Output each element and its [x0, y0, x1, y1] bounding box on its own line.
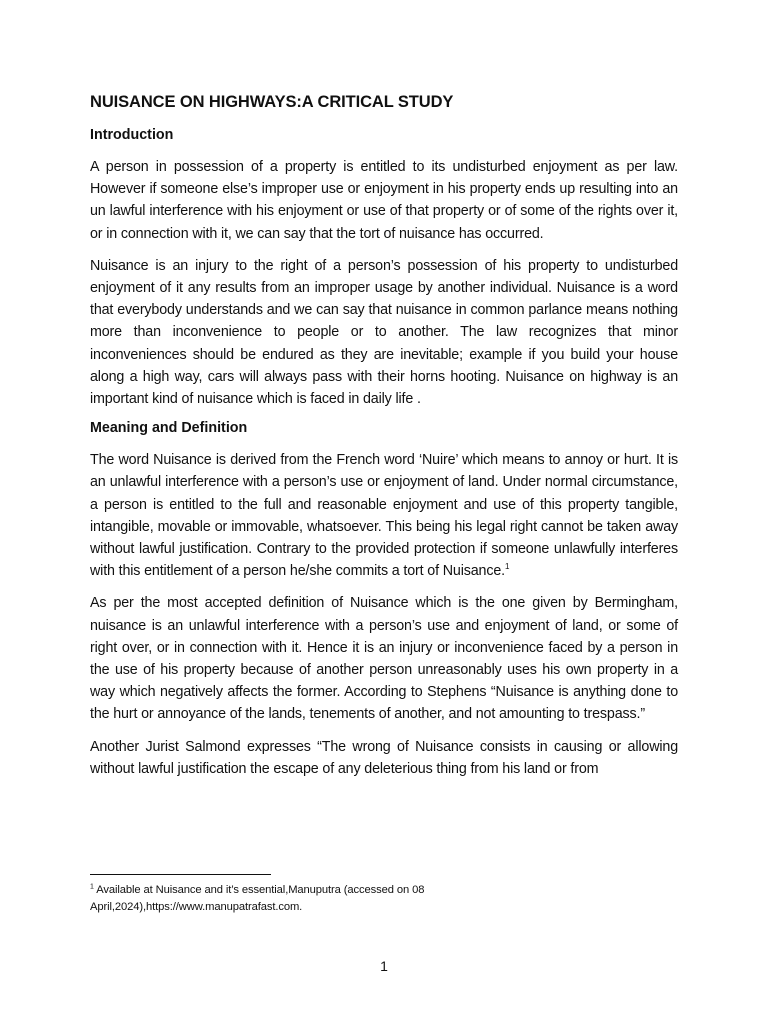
document-body [90, 93, 678, 780]
section-heading-introduction: Introduction [90, 127, 174, 143]
paragraph: As per the most accepted definition of Nuisance which is the one given by Bermingham, nuisance is an unlawful interference with a person’s use and enjoyment of land, or some of right over, or in connection with it. Hence it is an injury or inconvenience faced by a person in the use of his property because of another person unreasonably uses his own property in a way which negatively affects the former. According to Stephens “Nuisance is anything done to the hurt or annoyance of the lands, tenements of another, and not amounting to trespass.” [90, 595, 678, 723]
footnote-text: Available at Nuisance and it’s essential,Manuputra (accessed on 08 April,2024),https://www.manupatrafast.com. [90, 884, 425, 913]
page-number: 1 [380, 958, 388, 974]
document-title: NUISANCE ON HIGHWAYS:A CRITICAL STUDY [90, 93, 454, 111]
paragraph-text: The word Nuisance is derived from the French word ‘Nuire’ which means to annoy or hurt. It is an unlawful interference with a person’s use or enjoyment of land. Under normal circumstance, a person is entitled to the full and reasonable enjoyment and use of this property tangible, intangible, movable or immovable, whatsoever. This being his legal right cannot be taken away without lawful justification. Contrary to the provided protection if someone unlawfully interferes with this entitlement of a person he/she commits a tort of Nuisance. [90, 452, 678, 580]
section-heading-meaning-and-definition: Meaning and Definition [90, 420, 248, 437]
footnote-separator [90, 874, 271, 875]
paragraph-with-footnote [90, 449, 678, 582]
footnote [90, 882, 590, 916]
paragraph: A person in possession of a property is entitled to its undisturbed enjoyment as per law. However if someone else’s improper use or enjoyment in his property ends up resulting into an un lawful interference with his enjoyment or use of that property or of some of the rights over it, or in connection with it, we can say that the tort of nuisance has occurred. [90, 159, 678, 242]
footnote-marker: 1 [90, 883, 94, 891]
footnote-reference[interactable]: 1 [504, 562, 510, 572]
paragraph: Another Jurist Salmond expresses “The wrong of Nuisance consists in causing or allowing without lawful justification the escape of any deleterious thing from his land or from [90, 738, 678, 777]
paragraph: Nuisance is an injury to the right of a person’s possession of his property to undisturbed enjoyment of it any results from an improper usage by another individual. Nuisance is a word that everybody understands and we can say that nuisance in common parlance means nothing more than inconvenience to people or to another. The law recognizes that minor inconveniences should be endured as they are inevitable; example if you build your house along a high way, cars will always pass with their horns hooting. Nuisance on highway is an important kind of nuisance which is faced in daily life . [90, 257, 678, 408]
